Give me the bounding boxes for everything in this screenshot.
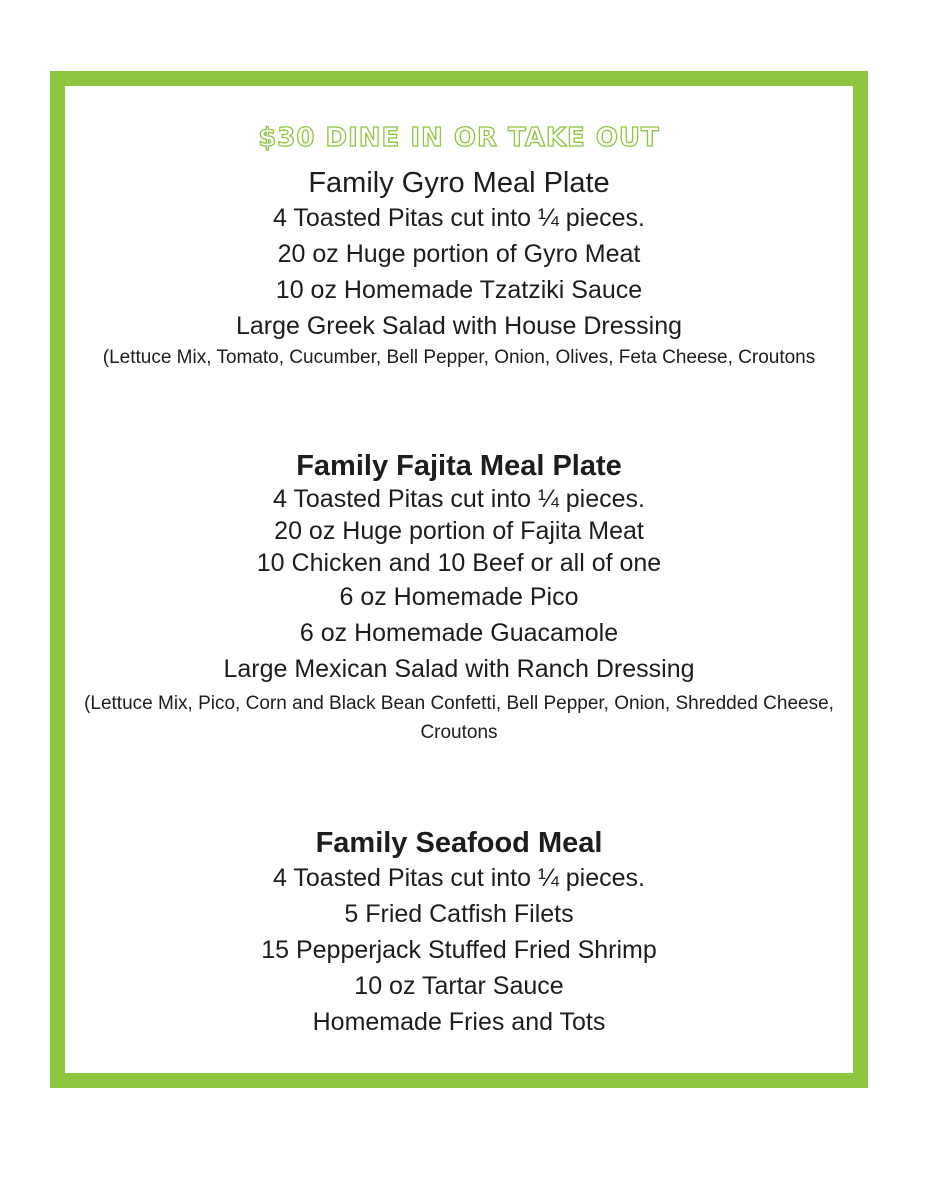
seafood-meal-item: 4 Toasted Pitas cut into ¼ pieces. — [273, 864, 645, 892]
fajita-meal-item: Large Mexican Salad with Ranch Dressing — [223, 655, 695, 683]
seafood-meal-item: 15 Pepperjack Stuffed Fried Shrimp — [261, 936, 657, 964]
fajita-meal-item: 10 Chicken and 10 Beef or all of one — [256, 549, 662, 577]
gyro-meal-title: Family Gyro Meal Plate — [308, 167, 610, 199]
gyro-meal-item: 20 oz Huge portion of Gyro Meat — [277, 240, 641, 268]
seafood-meal-section — [65, 826, 853, 1040]
fajita-meal-item: 6 oz Homemade Pico — [339, 583, 579, 611]
gyro-meal-section — [65, 166, 853, 370]
fajita-salad-note: (Lettuce Mix, Pico, Corn and Black Bean Confetti, Bell Pepper, Onion, Shredded Cheese, Croutons — [84, 693, 834, 743]
seafood-meal-item: Homemade Fries and Tots — [312, 1008, 606, 1036]
gyro-meal-item: 10 oz Homemade Tzatziki Sauce — [275, 276, 643, 304]
fajita-meal-title: Family Fajita Meal Plate — [296, 450, 622, 482]
menu-heading: $30 DINE IN OR TAKE OUT — [258, 123, 660, 153]
gyro-meal-item: Large Greek Salad with House Dressing — [235, 312, 683, 340]
gyro-meal-item: 4 Toasted Pitas cut into ¼ pieces. — [273, 204, 645, 232]
gyro-salad-note: (Lettuce Mix, Tomato, Cucumber, Bell Pepper, Onion, Olives, Feta Cheese, Croutons — [102, 347, 816, 368]
fajita-meal-item: 20 oz Huge portion of Fajita Meat — [274, 517, 644, 545]
menu-frame — [50, 71, 868, 1088]
seafood-meal-item: 5 Fried Catfish Filets — [344, 900, 574, 928]
fajita-meal-item: 6 oz Homemade Guacamole — [299, 619, 619, 647]
fajita-meal-section — [65, 449, 853, 747]
seafood-meal-title: Family Seafood Meal — [315, 827, 603, 859]
seafood-meal-item: 10 oz Tartar Sauce — [354, 972, 564, 1000]
fajita-meal-item: 4 Toasted Pitas cut into ¼ pieces. — [273, 485, 645, 513]
